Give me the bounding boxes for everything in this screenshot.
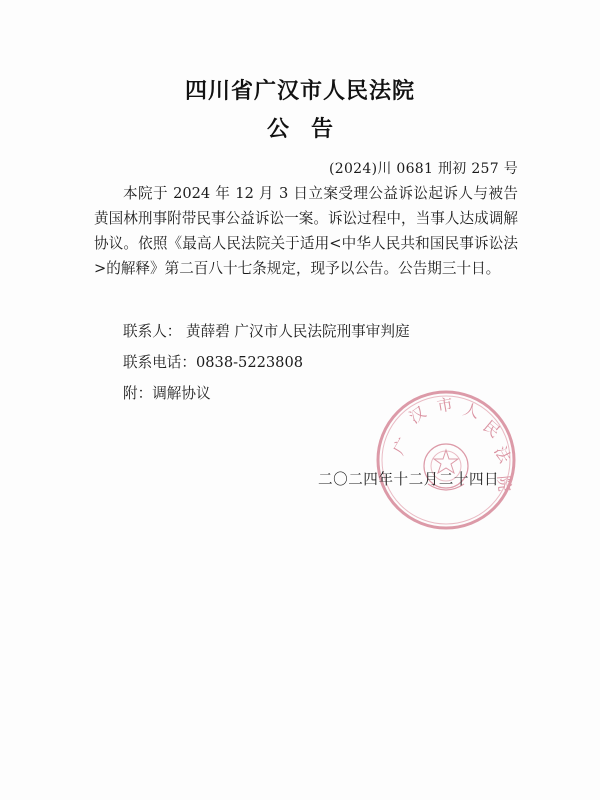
svg-text:院: 院 bbox=[494, 474, 515, 493]
attachment-note: 附：调解协议 bbox=[123, 385, 211, 402]
body-paragraph: 本院于 2024 年 12 月 3 日立案受理公益诉讼起诉人与被告黄国林刑事附带民事公益诉讼一案。诉讼过程中，当事人达成调解协议。依照《最高人民法院关于适用<中华人民共和国民事诉讼法>的解释》第二百八十七条规定，现予以公告。公告期三十日。 bbox=[94, 185, 518, 277]
contact-phone: 联系电话：0838-5223808 bbox=[123, 354, 304, 371]
svg-text:民: 民 bbox=[479, 416, 504, 442]
contact-person: 联系人： 黄薛碧 广汉市人民法院刑事审判庭 bbox=[123, 323, 410, 340]
svg-text:人: 人 bbox=[460, 399, 482, 423]
announcement-heading: 公告 bbox=[266, 117, 355, 142]
case-number: (2024)川 0681 刑初 257 号 bbox=[328, 161, 518, 177]
issue-date: 二〇二四年十二月二十四日 bbox=[318, 471, 500, 488]
announcement-body bbox=[94, 181, 518, 281]
court-seal-stamp bbox=[372, 386, 520, 534]
svg-text:法: 法 bbox=[490, 442, 515, 467]
court-name-title: 四川省广汉市人民法院 bbox=[184, 79, 415, 104]
svg-text:广: 广 bbox=[389, 434, 414, 458]
svg-text:汉: 汉 bbox=[405, 402, 430, 428]
svg-text:市: 市 bbox=[435, 394, 455, 416]
